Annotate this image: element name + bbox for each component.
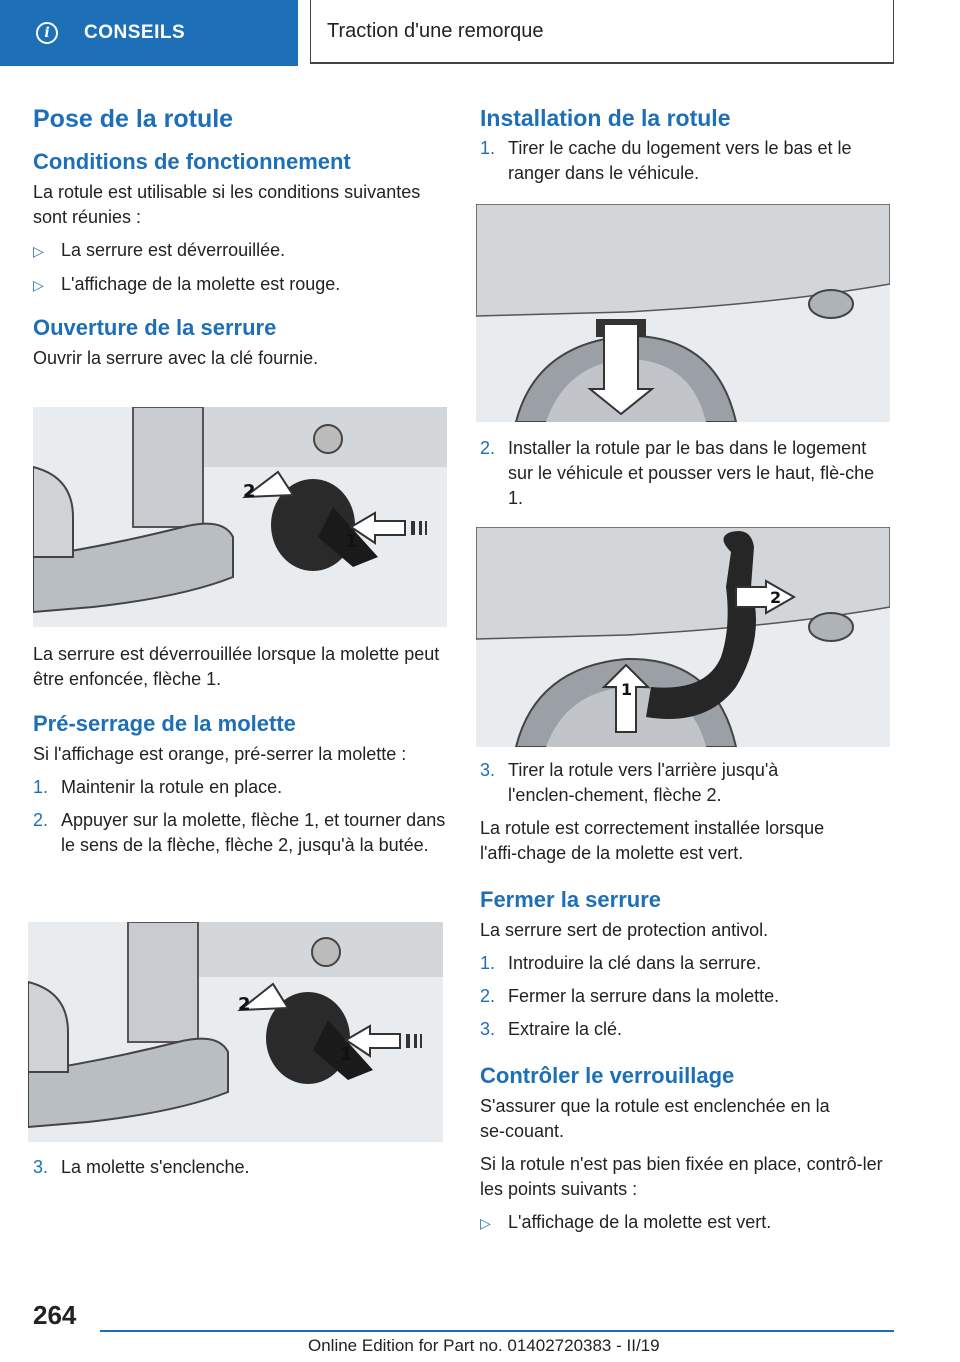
figure-insert-ball [476,527,890,747]
preserrage-text: Si l'affichage est orange, pré‑serrer la molette : [33,744,407,764]
section-label: CONSEILS [84,22,186,43]
figure-unlock-knob [33,407,447,627]
list-item: ▷ L'affichage de la molette est vert. [480,1210,892,1236]
list-item: ▷ La serrure est déverrouillée. [33,238,447,264]
arrow-label-1: 1 [621,680,633,699]
arrow-label-1: 1 [345,531,358,552]
list-item: ▷ L'affichage de la molette est rouge. [33,272,447,298]
arrow-label-1: 1 [340,1044,353,1065]
chapter-title: Traction d'une remorque [327,19,544,42]
list-item: 3. Tirer la rotule vers l'arrière jusqu'à l'enclen‑chement, flèche 2. [480,760,779,805]
list-item: 2. Installer la rotule par le bas dans le logement sur le véhicule et pousser vers le haut, flè‑che 1. [480,438,875,508]
footer-divider [100,1330,894,1332]
bullet-icon: ▷ [480,1215,491,1231]
list-item: 3. La molette s'enclenche. [33,1157,250,1177]
installation-result-text: La rotule est correctement installée lorsque l'affi‑chage de la molette est vert. [480,818,825,863]
controler-text-1: S'assurer que la rotule est enclenchée en la se‑couant. [480,1096,830,1141]
list-item: 2. Appuyer sur la molette, flèche 1, et tourner dans le sens de la flèche, flèche 2, jusqu'à la butée. [33,810,446,855]
left-column-bottom [33,1155,447,1188]
arrow-label-2: 2 [243,481,256,502]
heading-installation: Installation de la rotule [480,105,731,131]
section-tab[interactable] [0,0,298,66]
fermer-text: La serrure sert de protection antivol. [480,920,769,940]
list-item: 1. Tirer le cache du logement vers le bas et le ranger dans le véhicule. [480,138,852,183]
list-item: 1. Introduire la clé dans la serrure. [480,953,762,973]
controler-text-2: Si la rotule n'est pas bien fixée en place, contrô‑ler les points suivants : [480,1154,883,1199]
page-title: Pose de la rotule [33,105,234,133]
bullet-icon: ▷ [33,277,44,293]
right-column-bottom [480,758,892,1244]
heading-ouverture: Ouverture de la serrure [33,315,277,340]
figure-remove-cover [476,204,890,422]
figure-preserrage-knob [28,922,443,1142]
list-item: 2. Fermer la serrure dans la molette. [480,986,780,1006]
heading-controler: Contrôler le verrouillage [480,1063,735,1088]
conditions-text: La rotule est utilisable si les conditions suivantes sont réunies : [33,182,421,227]
left-column-top [33,104,447,379]
heading-preserrage: Pré‑serrage de la molette [33,711,296,736]
ouverture-text: Ouvrir la serrure avec la clé fournie. [33,348,319,368]
chapter-title-box [310,0,894,64]
arrow-label-2: 2 [238,994,251,1015]
left-column-mid [33,642,447,866]
page-number: 264 [33,1300,77,1330]
right-column-step2 [480,436,892,519]
right-column-top [480,104,892,194]
bullet-icon: ▷ [33,243,44,259]
heading-conditions: Conditions de fonctionnement [33,149,351,174]
footer-edition: Online Edition for Part no. 01402720383 - II/19 [308,1336,660,1355]
heading-fermer: Fermer la serrure [480,887,661,912]
arrow-label-2: 2 [770,588,782,607]
unlock-result-text: La serrure est déverrouillée lorsque la molette peut être enfoncée, flèche 1. [33,644,440,689]
list-item: 3. Extraire la clé. [480,1019,623,1039]
list-item: 1. Maintenir la rotule en place. [33,777,283,797]
info-icon: i [36,22,58,44]
